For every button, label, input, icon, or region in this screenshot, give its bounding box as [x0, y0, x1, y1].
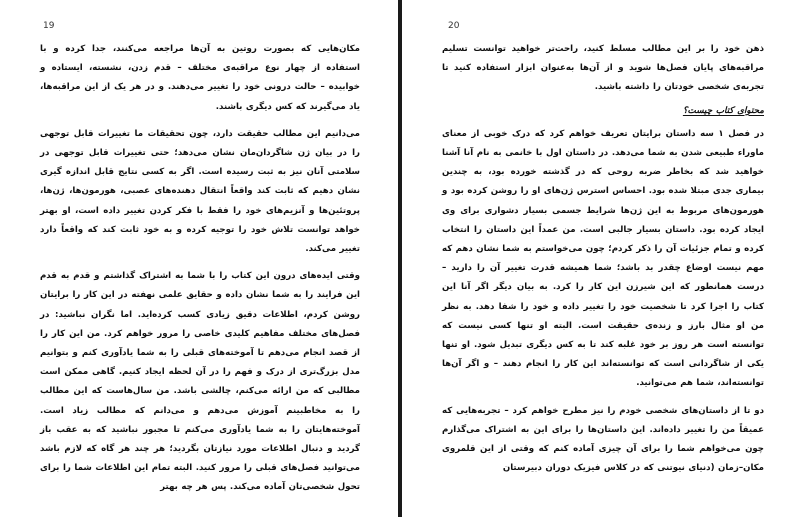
paragraph: مکان‌هایی که بصورت روتین به آن‌ها مراجعه می‌کنند، جدا کرده و با استفاده از چهار نوع مراقبه‌ی مختلف – قدم زدن، نشسته، ایستاده و خوابیده – حالت درونی خود را تغییر می‌دهند. و در هر یک از این مراقبه‌ها، یاد می‌گیرند که کس دیگری باشند. [40, 44, 360, 112]
paragraph: دو تا از داستان‌های شخصی خودم را نیز مطرح خواهم کرد – تجربه‌هایی که عمیقاً من را تغییر داده‌اند. این داستان‌ها را برای این به اشتراک می‌گذارم چون می‌خواهم شما را برای آن چیزی آماده کنم که وقتی از این قلمروی مکان–زمان (دنیای نیوتنی که در کلاس فیزیک دوران دبیرستان [442, 405, 764, 474]
left-page [0, 0, 398, 517]
paragraph: وقتی ایده‌های درون این کتاب را با شما به اشتراک گذاشتم و قدم به قدم این فرایند را به شما نشان داده و حقایق علمی نهفته در این کار را برایتان روشن کردم، اطلاعات دقیق زیادی کسب کرده‌اید. اما نگران نباشید: در فصل‌های مختلف مفاهیم کلیدی خاصی را مرور خواهم کرد. من این کار را از قصد انجام می‌دهم تا آموخته‌های قبلی را به شما یادآوری کنم و بتوانیم مدل بزرگ‌تری از درک و فهم را در آن لحظه ایجاد کنیم. گاهی ممکن است مطالبی که من ارائه می‌کنم، چالشی باشد. من سال‌هاست که این مطالب را به مخاطبینم آموزش می‌دهم و می‌دانم که مطالب زیاد است. آموخته‌هایتان را به شما یادآوری می‌کنم تا مجبور نباشید که به عقب باز گردید و دنبال اطلاعات مورد نیازتان بگردید؛ هر چند هر گاه که لازم باشد می‌توانید فصل‌های قبلی را مرور کنید. البته تمام این اطلاعات شما را برای تحول شخصی‌تان آماده می‌کند. پس هر چه بهتر [40, 271, 360, 493]
page-number: 19 [43, 21, 55, 31]
paragraph: در فصل ۱ سه داستان برایتان تعریف خواهم کرد که درک خوبی از معنای ماوراء طبیعی شدن به شما می‌دهد. در داستان اول با خانمی به نام آنا آشنا خواهید شد که بخاطر ضربه روحی که در گذشته خورده بود، به چندین بیماری جدی مبتلا شده بود. احساس استرس ژن‌های او را روشن کرده بود و هورمون‌های مربوط به این ژن‌ها شرایط جسمی بسیار دشواری برای وی ایجاد کرده بود. داستان بسیار جالبی است. من عمداً این داستان را انتخاب کرده و تمام جزئیات آن را ذکر کردم؛ چون می‌خواستم به شما نشان دهم که مهم نیست اوضاع چقدر بد باشد؛ شما همیشه قدرت تغییر آن را دارید – درست همانطور که این شیرزن این کار را کرد. به بیان دیگر اگر آنا این کتاب را اجرا کرد تا شخصیت خود را تغییر داده و خود را شفا دهد. به نظر من او مثال بارز و زنده‌ی حقیقت است. البته او تنها کسی نیست که توانسته است هر روز بر خود غلبه کند تا به کس دیگری تبدیل شود. او تنها یکی از شاگردانی است که توانسته‌اند این کار را انجام دهند – و اگر آن‌ها توانسته‌اند، شما هم می‌توانید. [441, 128, 764, 389]
left-page-text [40, 40, 360, 506]
right-page [402, 0, 800, 517]
page-number: 20 [448, 21, 460, 31]
right-page-text [442, 40, 764, 486]
paragraph: ذهن خود را بر این مطالب مسلط کنید، راحت‌تر خواهید توانست تسلیم مراقبه‌های پایان فصل‌ها شوید و از آن‌ها به‌عنوان ابزار استفاده کنید تا تجربه‌ی شخصی خودتان را داشته باشید. [442, 44, 764, 93]
section-heading: محتوای کتاب چیست؟ [682, 105, 764, 116]
paragraph: می‌دانیم این مطالب حقیقت دارد، چون تحقیقات ما تغییرات قابل توجهی را در بیان ژن شاگردان‌مان نشان می‌دهد؛ حتی تغییرات قابل توجهی در سلامتی آنان نیز به ثبت رسیده است. اگر به کسی نتایج قابل اندازه گیری نشان دهیم که ثابت کند واقعاً انتقال دهنده‌های عصبی، هورمون‌ها، ژن‌ها، پروتئین‌ها و آنزیم‌های خود را فقط با فکر کردن تغییر داده است، او بهتر خواهد توانست تلاش خود را توجیه کرده و به خود ثابت کند که واقعاً دارد تغییر می‌کند. [40, 128, 360, 255]
